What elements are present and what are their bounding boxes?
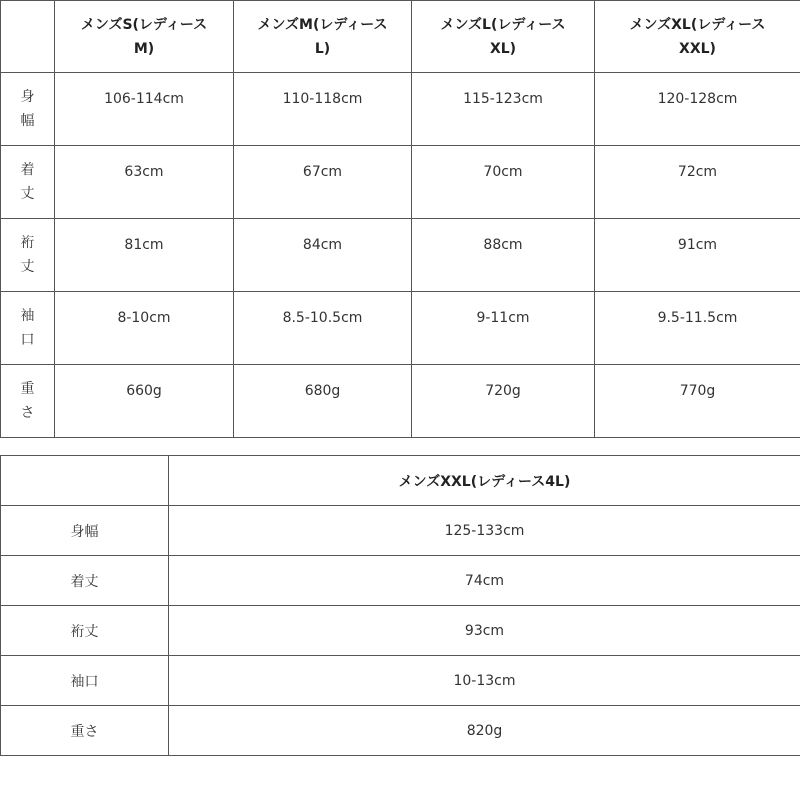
corner-cell	[1, 456, 169, 506]
corner-cell	[1, 1, 55, 73]
cell-s: 660g	[55, 365, 234, 438]
row-label-char: 口	[20, 332, 35, 348]
size-header-s	[55, 1, 234, 73]
row-label: 着丈	[1, 556, 169, 606]
table-row	[1, 706, 800, 756]
cell-xxl: 820g	[169, 706, 800, 756]
size-table-xxl	[0, 455, 800, 756]
cell-l: 9-11cm	[412, 292, 595, 365]
cell-l: 88cm	[412, 219, 595, 292]
cell-l: 720g	[412, 365, 595, 438]
row-label-char: 丈	[20, 186, 35, 202]
row-label	[1, 292, 55, 365]
size-header-m-line1: メンズM(レディース	[257, 17, 388, 33]
cell-m: 67cm	[234, 146, 412, 219]
cell-xl: 91cm	[595, 219, 800, 292]
header-row	[1, 1, 800, 73]
cell-xl: 120-128cm	[595, 73, 800, 146]
row-label	[1, 146, 55, 219]
cell-l: 70cm	[412, 146, 595, 219]
row-label	[1, 73, 55, 146]
size-header-xl-line1: メンズXL(レディース	[629, 17, 766, 33]
row-label: 身幅	[1, 506, 169, 556]
size-header-m-line2: L)	[314, 41, 331, 57]
table-row	[1, 606, 800, 656]
table-row	[1, 146, 800, 219]
cell-m: 110-118cm	[234, 73, 412, 146]
row-label: 重さ	[1, 706, 169, 756]
cell-s: 106-114cm	[55, 73, 234, 146]
row-label-char: 袖	[20, 308, 35, 324]
cell-m: 84cm	[234, 219, 412, 292]
cell-xxl: 125-133cm	[169, 506, 800, 556]
size-header-s-line2: M)	[133, 41, 155, 57]
row-label-char: 丈	[20, 259, 35, 275]
size-header-s-line1: メンズS(レディース	[80, 17, 208, 33]
cell-xl: 72cm	[595, 146, 800, 219]
cell-xxl: 10-13cm	[169, 656, 800, 706]
row-label-char: 着	[20, 162, 35, 178]
row-label	[1, 365, 55, 438]
row-label-char: 裄	[20, 235, 35, 251]
cell-s: 8-10cm	[55, 292, 234, 365]
row-label-char: さ	[20, 405, 35, 421]
table-row	[1, 73, 800, 146]
row-label-char: 幅	[20, 113, 35, 129]
table-row	[1, 656, 800, 706]
table-row	[1, 556, 800, 606]
cell-xxl: 74cm	[169, 556, 800, 606]
cell-m: 8.5-10.5cm	[234, 292, 412, 365]
size-header-xl	[595, 1, 800, 73]
row-label: 裄丈	[1, 606, 169, 656]
table-row	[1, 292, 800, 365]
header-row	[1, 456, 800, 506]
size-header-l-line1: メンズL(レディース	[440, 17, 566, 33]
row-label	[1, 219, 55, 292]
size-header-l	[412, 1, 595, 73]
size-header-xxl: メンズXXL(レディース4L)	[169, 456, 800, 506]
row-label-char: 身	[20, 89, 35, 105]
size-header-l-line2: XL)	[489, 41, 517, 57]
table-row	[1, 506, 800, 556]
cell-l: 115-123cm	[412, 73, 595, 146]
cell-xl: 9.5-11.5cm	[595, 292, 800, 365]
cell-s: 63cm	[55, 146, 234, 219]
cell-xxl: 93cm	[169, 606, 800, 656]
cell-s: 81cm	[55, 219, 234, 292]
table-row	[1, 365, 800, 438]
cell-xl: 770g	[595, 365, 800, 438]
size-header-m	[234, 1, 412, 73]
table-row	[1, 219, 800, 292]
cell-m: 680g	[234, 365, 412, 438]
row-label: 袖口	[1, 656, 169, 706]
row-label-char: 重	[20, 381, 35, 397]
size-header-xl-line2: XXL)	[679, 41, 716, 57]
